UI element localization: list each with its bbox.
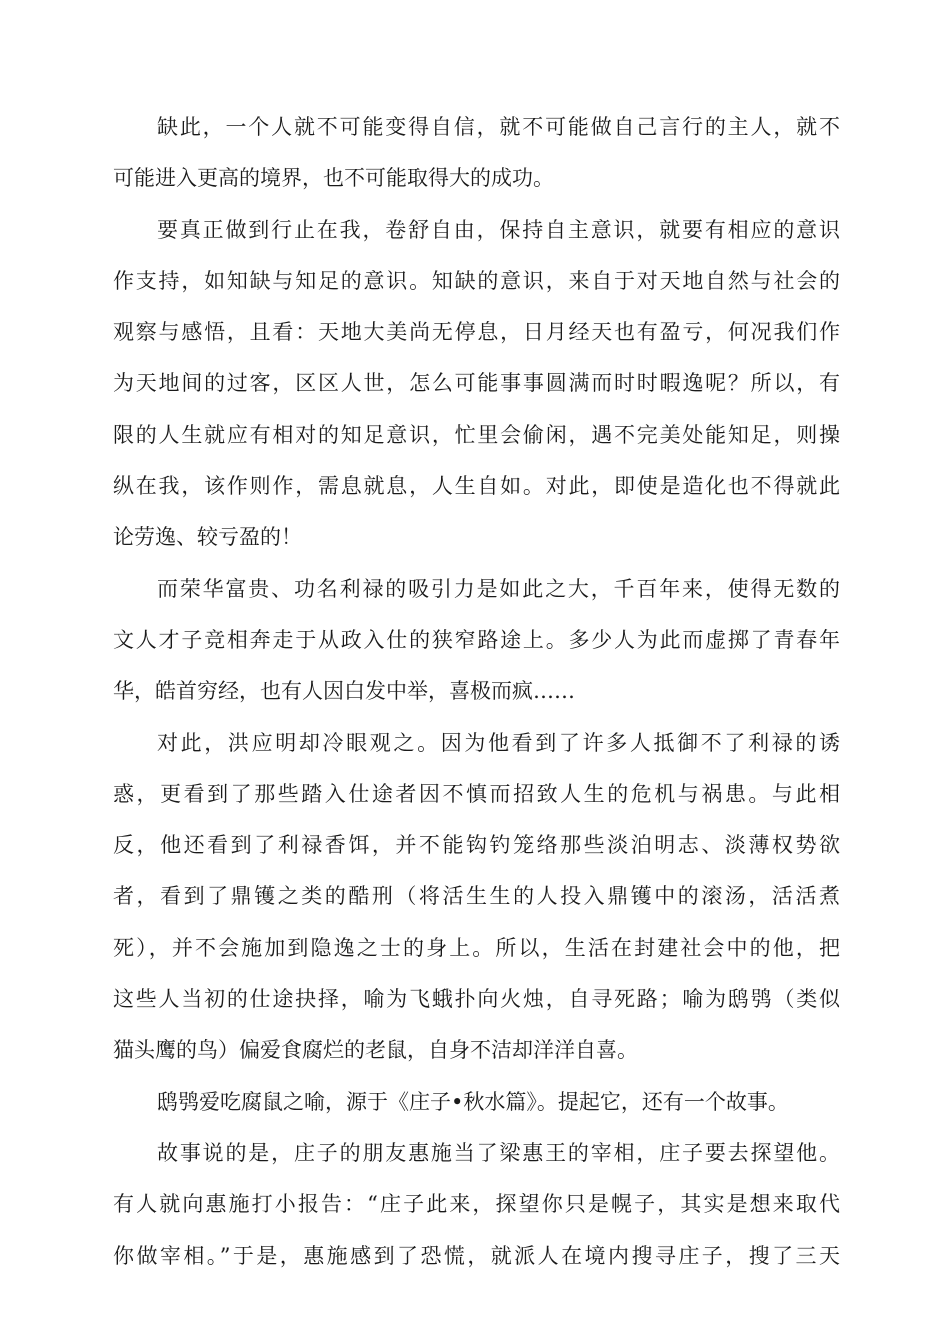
text-line: 作支持，如知缺与知足的意识。知缺的意识，来自于对天地自然与社会的 [113, 268, 840, 293]
text-line: 文人才子竞相奔走于从政入仕的狭窄路途上。多少人为此而虚掷了青春年 [113, 627, 840, 652]
document-body [113, 107, 840, 1287]
text-line: 纵在我，该作则作，需息就息，人生自如。对此，即使是造化也不得就此 [113, 474, 840, 499]
text-line: 对此，洪应明却冷眼观之。因为他看到了许多人抵御不了利禄的诱 [157, 730, 840, 755]
text-line: 猫头鹰的鸟）偏爱食腐烂的老鼠，自身不洁却洋洋自喜。 [113, 1038, 638, 1063]
text-line: 论劳逸、较亏盈的！ [113, 525, 302, 550]
text-line: 缺此，一个人就不可能变得自信，就不可能做自己言行的主人，就不 [157, 115, 840, 139]
text-line: 你做宰相。”于是，惠施感到了恐慌，就派人在境内搜寻庄子，搜了三天 [113, 1243, 840, 1268]
text-line: 者，看到了鼎镬之类的酷刑（将活生生的人投入鼎镬中的滚汤，活活煮 [113, 884, 840, 909]
text-line: 观察与感悟，且看：天地大美尚无停息，日月经天也有盈亏，何况我们作 [113, 320, 840, 345]
text-line: 要真正做到行止在我，卷舒自由，保持自主意识，就要有相应的意识 [157, 217, 840, 242]
text-line: 有人就向惠施打小报告：“庄子此来，探望你只是幌子，其实是想来取代 [113, 1192, 840, 1217]
text-line: 死），并不会施加到隐逸之士的身上。所以，生活在封建社会中的他，把 [113, 935, 840, 960]
text-line: 华，皓首穷经，也有人因白发中举，喜极而疯…… [113, 679, 575, 704]
text-line: 限的人生就应有相对的知足意识，忙里会偷闲，遇不完美处能知足，则操 [113, 422, 840, 447]
text-line: 为天地间的过客，区区人世，怎么可能事事圆满而时时暇逸呢？所以，有 [113, 371, 840, 396]
text-line: 这些人当初的仕途抉择，喻为飞蛾扑向火烛，自寻死路；喻为鸱鸮（类似 [113, 987, 840, 1012]
text-line: 故事说的是，庄子的朋友惠施当了梁惠王的宰相，庄子要去探望他。 [157, 1140, 840, 1165]
text-line: 鸱鸮爱吃腐鼠之喻，源于《庄子•秋水篇》。提起它，还有一个故事。 [157, 1089, 789, 1114]
text-line: 可能进入更高的境界，也不可能取得大的成功。 [113, 166, 554, 191]
text-line: 惑，更看到了那些踏入仕途者因不慎而招致人生的危机与祸患。与此相 [113, 781, 840, 806]
text-line: 反，他还看到了利禄香饵，并不能钩钓笼络那些淡泊明志、淡薄权势欲 [113, 833, 840, 858]
text-line: 而荣华富贵、功名利禄的吸引力是如此之大，千百年来，使得无数的 [157, 576, 840, 601]
